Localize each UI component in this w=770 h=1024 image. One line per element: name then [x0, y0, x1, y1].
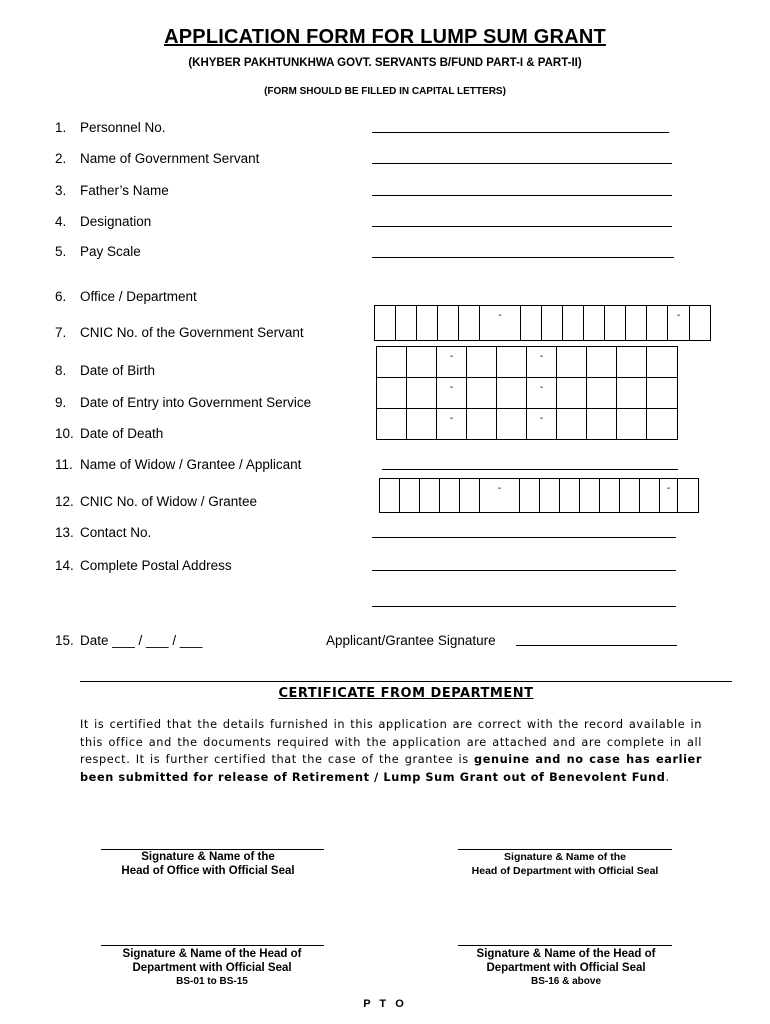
field-label-father-name: Father’s Name [80, 183, 169, 198]
signature-block-hod-bs16-above [446, 948, 686, 989]
date-of-entry-boxes[interactable] [377, 378, 677, 409]
field-number: 3. [55, 183, 67, 198]
field-label-office: Office / Department [80, 289, 197, 304]
separator-dash: - [497, 483, 502, 494]
name-input-line[interactable] [372, 163, 672, 164]
personnel-no-input-line[interactable] [372, 132, 669, 133]
signature-caption: Department with Official Seal [486, 961, 646, 974]
date-of-death-boxes[interactable] [377, 409, 677, 439]
pto-label: P T O [363, 998, 407, 1010]
signature-line-head-of-office[interactable] [101, 849, 324, 850]
field-label-date-of-entry: Date of Entry into Government Service [80, 395, 312, 410]
field-number: 14. [55, 558, 74, 573]
designation-input-line[interactable] [372, 226, 672, 227]
signature-caption: Head of Office with Official Seal [121, 864, 295, 877]
separator-dash: - [498, 310, 502, 321]
signature-block-hod-bs01-15 [92, 948, 332, 989]
signature-line-hod-bs01-15[interactable] [101, 945, 324, 946]
field-label-name: Name of Government Servant [80, 151, 260, 166]
signature-line-head-of-department[interactable] [458, 849, 672, 850]
form-title: APPLICATION FORM FOR LUMP SUM GRANT [164, 26, 606, 48]
field-number: 8. [55, 363, 67, 378]
signature-caption: Signature & Name of the Head of [476, 948, 656, 960]
field-label-widow-name: Name of Widow / Grantee / Applicant [80, 457, 302, 472]
dob-boxes[interactable] [377, 347, 677, 378]
grade-range: BS-01 to BS-15 [176, 976, 248, 987]
widow-name-input-line[interactable] [382, 469, 678, 470]
pay-scale-input-line[interactable] [372, 257, 674, 258]
field-label-personnel-no: Personnel No. [80, 120, 166, 135]
field-number: 12. [55, 494, 74, 509]
field-label-date-of-death: Date of Death [80, 426, 164, 441]
form-instruction: (FORM SHOULD BE FILLED IN CAPITAL LETTERS) [264, 86, 506, 97]
separator-dash: - [676, 310, 681, 321]
field-label-postal-address: Complete Postal Address [80, 558, 232, 573]
address-input-line-2[interactable] [372, 606, 676, 607]
field-number: 11. [55, 457, 73, 472]
separator-dash: - [539, 413, 544, 424]
field-number: 13. [55, 525, 74, 540]
field-number: 7. [55, 325, 67, 340]
separator-dash: - [449, 413, 454, 424]
separator-dash: - [539, 382, 544, 393]
address-input-line-1[interactable] [372, 570, 676, 571]
field-label-dob: Date of Birth [80, 363, 156, 378]
signature-caption: Signature & Name of the Head of [122, 948, 302, 960]
signature-caption: Signature & Name of the [141, 851, 275, 863]
certificate-body [80, 716, 702, 786]
signature-line-hod-bs16-above[interactable] [458, 945, 672, 946]
date-boxes-grid[interactable] [376, 346, 678, 440]
field-number: 2. [55, 151, 67, 166]
field-number: 6. [55, 289, 67, 304]
separator-dash: - [449, 382, 454, 393]
certificate-text-end: . [665, 770, 670, 784]
field-label-pay-scale: Pay Scale [80, 244, 141, 259]
father-name-input-line[interactable] [372, 195, 672, 196]
field-label-date[interactable]: Date ___ / ___ / ___ [80, 633, 203, 648]
form-subtitle: (KHYBER PAKHTUNKHWA GOVT. SERVANTS B/FUND PART-I & PART-II) [188, 57, 582, 69]
field-number: 15. [55, 633, 74, 648]
cnic-gov-servant-boxes[interactable] [374, 305, 711, 341]
cnic-widow-boxes[interactable] [379, 478, 699, 513]
grade-range: BS-16 & above [530, 976, 602, 987]
field-number: 4. [55, 214, 67, 229]
field-number: 5. [55, 244, 67, 259]
signature-block-head-of-office [90, 851, 326, 878]
signature-caption: Department with Official Seal [132, 961, 292, 974]
applicant-signature-label: Applicant/Grantee Signature [326, 633, 496, 648]
separator-dash: - [449, 351, 454, 362]
certificate-text-bold: genuine and no case has earlier been submitted for release of Retirement / Lump Sum Grant out of Benevolent Fund [80, 753, 702, 784]
signature-block-head-of-department [450, 851, 680, 878]
field-number: 1. [55, 120, 67, 135]
field-label-contact: Contact No. [80, 525, 152, 540]
field-label-cnic-gov-servant: CNIC No. of the Government Servant [80, 325, 304, 340]
field-label-designation: Designation [80, 214, 152, 229]
separator-dash: - [666, 483, 671, 494]
signature-caption: Signature & Name of the [504, 851, 626, 863]
certificate-text: It is certified that the details furnished in this application are correct with the record available in this office and the documents required with the application are attached and are complete in all respect. It is further certified that the case of the grantee is [80, 718, 702, 766]
section-divider [80, 681, 732, 682]
certificate-title: CERTIFICATE FROM DEPARTMENT [278, 686, 534, 701]
contact-input-line[interactable] [372, 537, 676, 538]
field-number: 10. [55, 426, 74, 441]
separator-dash: - [539, 351, 544, 362]
signature-caption: Head of Department with Official Seal [471, 864, 659, 877]
applicant-signature-line[interactable] [516, 645, 677, 646]
field-label-cnic-widow: CNIC No. of Widow / Grantee [80, 494, 258, 509]
field-number: 9. [55, 395, 67, 410]
